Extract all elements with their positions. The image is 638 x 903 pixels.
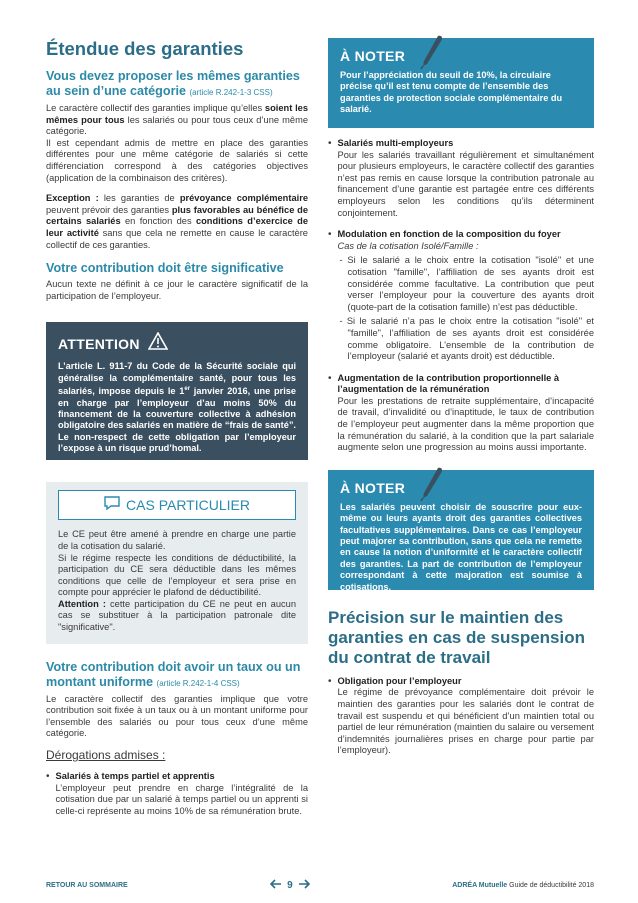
- arrow-left-icon[interactable]: [270, 879, 282, 892]
- list-item: [328, 138, 594, 219]
- bullet-dot: •: [46, 771, 50, 783]
- page-number: 9: [287, 880, 293, 891]
- a-noter-body: Les salariés peuvent choisir de souscrire pour eux-même ou leurs ayants droit des garanties collectives facultatives supplémentaires. Dans ce cas l’employeur peut majorer sa contribution, sans que cela ne remette en cause la notion d’uniformité et le caractère collectif des garanties. La part de contribution de l’employeur correspondant à cette majoration est soumise à cotisations.: [340, 501, 582, 592]
- paragraph-significatif: Aucun texte ne définit à ce jour le caractère significatif de la participation de l’employeur.: [46, 279, 308, 301]
- guide-text: Guide de déductibilité 2018: [507, 882, 594, 889]
- bullet-dot: •: [328, 372, 332, 384]
- derogations-title: Dérogations admises :: [46, 748, 166, 763]
- a-noter-box-2: [328, 470, 594, 590]
- bold-text: prévoyance complémentaire: [179, 193, 308, 204]
- bold-text: conditions d’exercice de leur activité: [46, 216, 308, 238]
- list-item-text: L’employeur peut prendre en charge l’intégralité de la cotisation due par un salarié à temps partiel ou un apprenti si celle-ci représente au moins 10% de sa rémunération brute.: [55, 782, 308, 816]
- dash-item-1: - Si le salarié a le choix entre la cotisation "isolé" et une cotisation "famille", l’affiliation de ses ayants droit est considérée comme facultative. La contribution que peut verser l’employeur pour la couverture des ayants droit (quote-part de la cotisation famille) n’est pas déductible.: [339, 255, 594, 312]
- footer-guide-title: [452, 882, 594, 889]
- list-item: [328, 676, 594, 757]
- text: sans que cela ne remette en cause le caractère collectif de ces garanties.: [46, 227, 308, 250]
- a-noter-body: Pour l’appréciation du seuil de 10%, la circulaire précise qu’il est tenu compte de l’ensemble des garanties de protection sociale complémentaire du salarié.: [340, 70, 563, 115]
- bold-text: Attention :: [58, 598, 110, 609]
- list-item-content: [338, 373, 594, 454]
- heading-text: Votre contribution doit avoir un taux ou un montant uniforme: [46, 659, 301, 689]
- paragraph-collectif: [46, 103, 308, 138]
- pen-icon: [418, 466, 444, 507]
- article-ref: (article R.242-1-4 CSS): [156, 678, 240, 688]
- pen-icon: [418, 34, 444, 75]
- list-item-heading: Salariés à temps partiel et apprentis: [55, 771, 215, 782]
- text: les garanties de: [103, 193, 180, 204]
- article-ref: (article R.242-1-3 CSS): [189, 88, 273, 97]
- list-item-content: [56, 771, 308, 817]
- attention-title: ATTENTION: [58, 335, 140, 352]
- text: cette participation du CE ne peut en aucun cas se substituer à la participation patronale dite "significative".: [58, 598, 296, 633]
- bold-text: Exception :: [46, 193, 104, 204]
- heading-memes-garanties: [46, 69, 308, 100]
- list-item-heading: Salariés multi-employeurs: [337, 138, 454, 148]
- right-column: [328, 38, 594, 757]
- text: Le caractère collectif des garanties implique qu’elles: [46, 103, 265, 113]
- superscript: er: [184, 386, 191, 393]
- cas-particulier-header: [58, 490, 296, 520]
- section-title-precision: Précision sur le maintien des garanties en cas de suspension du contrat de travail: [328, 607, 585, 667]
- text: en fonction des: [120, 216, 196, 227]
- a-noter-title: À NOTER: [340, 479, 406, 496]
- list-item-heading: Modulation en fonction de la composition du foyer: [337, 229, 561, 240]
- paragraph-differenciation: Il est cependant admis de mettre en place des garanties différentes pour une même catégorie de salariés si cette différenciation correspond à des catégories objectives (application de la combinaison des critères).: [46, 137, 308, 183]
- bullet-dot: •: [328, 675, 332, 687]
- paragraph-exception: [46, 193, 308, 251]
- list-item-text: Pour les salariés travaillant régulièrement et simultanément pour plusieurs employeurs, le caractère collectif des garanties n’est pas remis en cause lorsque la contribution patronale au financement d’une garantie est partagée entre ces différents employeurs selon les conditions qu’ils déterminent conjointement.: [337, 149, 594, 218]
- section-title-etendue: Étendue des garanties: [46, 38, 244, 59]
- list-item-content: [338, 138, 594, 219]
- list-item-subheading: Cas de la cotisation Isolé/Famille :: [337, 240, 479, 251]
- left-column: [46, 38, 308, 817]
- attention-box: [46, 322, 308, 460]
- bullet-dot: •: [328, 138, 332, 149]
- text: peuvent prévoir des garanties: [46, 204, 172, 215]
- list-item-content: [338, 229, 594, 363]
- dash-item-2: - Si le salarié n’a pas le choix entre la cotisation "isolé" et "famille", l’affiliation de ses ayants droit est considérée comme obligatoire. L’ensemble de la contribution de l’employeur (salarié et ayants droit) est déductible.: [339, 316, 594, 362]
- list-item: [328, 229, 594, 363]
- cas-paragraph-1: Le CE peut être amené à prendre en charge une partie de la cotisation du salarié.: [58, 529, 296, 551]
- cas-paragraph-2: Si le régime respecte les conditions de déductibilité, la participation du CE sera déductible dans les mêmes conditions que celle de l’employeur et sera prise en compte pour apprécier le plafond de déductibilité.: [58, 552, 296, 598]
- heading-taux-uniforme: [46, 660, 308, 691]
- cas-particulier-title: CAS PARTICULIER: [126, 497, 250, 514]
- a-noter-title: À NOTER: [340, 48, 406, 64]
- heading-text: Vous devez proposer les mêmes garanties au sein d’une catégorie: [46, 69, 300, 98]
- list-item: [46, 771, 308, 817]
- bullet-dot: •: [328, 229, 332, 241]
- arrow-right-icon[interactable]: [298, 879, 310, 892]
- paragraph-taux-uniforme: Le caractère collectif des garanties implique que votre contribution soit fixée à un taux ou à un montant uniforme pour l’ensemble des salariés ou pour tous ceux d’une même catégorie.: [46, 693, 308, 739]
- text: janvier 2016, une prise en charge par l’employeur d’au moins 50% du financement de la couverture collective à adhésion obligatoire des salariés en matière de “frais de santé”. Le non-respect de cette obligation par l’employeur l’expose à un risque prud’homal.: [58, 386, 296, 454]
- attention-body: [58, 361, 296, 454]
- list-item-content: [338, 676, 594, 757]
- attention-header: [58, 332, 296, 355]
- speech-bubble-icon: [104, 496, 120, 515]
- page-nav: [270, 879, 310, 892]
- cas-paragraph-3: [58, 599, 296, 634]
- bold-text: soient les mêmes pour tous: [46, 103, 308, 125]
- list-item-text: Pour les prestations de retraite supplémentaire, d’incapacité de travail, d’invalidité ou d’inaptitude, le taux de contribution de l’employeur peut augmenter dans la même proportion que la rémunération du salarié, à la condition que la part salariale augmente selon une progression au moins aussi importante.: [337, 395, 594, 453]
- list-item-text: Le régime de prévoyance complémentaire doit prévoir le maintien des garanties pour les salariés dont le contrat de travail est suspendu et qui bénéficient d’un maintien total ou partiel de leur rémunération (maintien du salaire ou versement d’indemnités journalières prises en charge pour partie par l’employeur).: [337, 687, 594, 756]
- bold-text: plus favorables au bénéfice de certains salariés: [46, 204, 308, 227]
- text: les salariés ou pour tous ceux d’une même catégorie.: [46, 114, 308, 137]
- cas-particulier-box: [46, 482, 308, 643]
- back-to-summary-link[interactable]: RETOUR AU SOMMAIRE: [46, 882, 128, 889]
- warning-icon: [148, 332, 168, 355]
- list-item: [328, 373, 594, 454]
- list-item-heading: Obligation pour l’employeur: [337, 675, 462, 686]
- brand-name: ADRÉA Mutuelle: [452, 882, 508, 889]
- list-item-heading: Augmentation de la contribution proportionnelle à l’augmentation de la rémunération: [337, 372, 560, 395]
- heading-contribution-significative: Votre contribution doit être significative: [46, 261, 284, 276]
- page-footer: [46, 879, 594, 892]
- a-noter-box-1: [328, 38, 594, 128]
- text: L’article L. 911-7 du Code de la Sécurité sociale qui généralise la complémentaire santé, pour tous les salariés, impose depuis le 1: [58, 361, 296, 397]
